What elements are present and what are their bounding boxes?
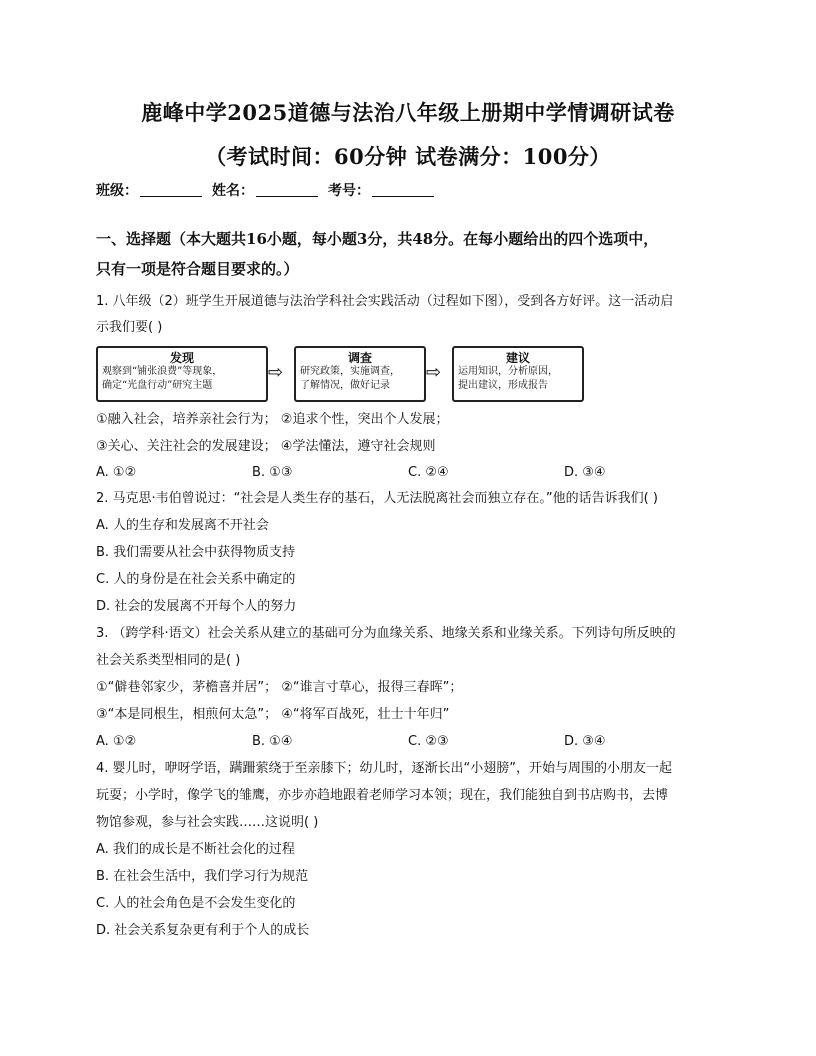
- option-c[interactable]: C. ②③: [408, 734, 449, 749]
- name-label: 姓名：: [212, 183, 254, 199]
- process-diagram: [96, 346, 586, 400]
- option-c[interactable]: C. 人的身份是在社会关系中确定的: [96, 572, 296, 587]
- number-blank[interactable]: [372, 182, 434, 197]
- question-stem: 社会关系类型相同的是( ): [96, 653, 241, 668]
- number-label: 考号：: [328, 183, 370, 199]
- option-d[interactable]: D. ③④: [564, 734, 606, 749]
- name-blank[interactable]: [256, 182, 318, 197]
- flow-box-heading: 发现: [169, 351, 194, 365]
- exam-title: 鹿峰中学2025道德与法治八年级上册期中学情调研试卷: [141, 100, 675, 125]
- option-a[interactable]: A. ①②: [96, 465, 137, 480]
- exam-subtitle: （考试时间：60分钟 试卷满分：100分）: [205, 144, 611, 169]
- flow-box-text: 确定“光盘行动”研究主题: [102, 380, 213, 391]
- option-b[interactable]: B. 在社会生活中，我们学习行为规范: [96, 869, 309, 884]
- question-stem: 1. 八年级（2）班学生开展道德与法治学科社会实践活动（过程如下图），受到各方好评。这一活动启: [96, 294, 674, 309]
- section-heading: [96, 224, 726, 284]
- question-stem: 3. （跨学科·语文）社会关系从建立的基础可分为血缘关系、地缘关系和业缘关系。下列诗句所反映的: [96, 626, 676, 641]
- option-b[interactable]: B. ①③: [252, 465, 293, 480]
- question-stem: 2. 马克思·韦伯曾说过：“社会是人类生存的基石，人无法脱离社会而独立存在。”他的话告诉我们( ): [96, 491, 658, 506]
- option-a[interactable]: A. ①②: [96, 734, 137, 749]
- flow-box-investigate: [294, 346, 426, 402]
- question-stem: 玩耍；小学时，像学飞的雏鹰，亦步亦趋地跟着老师学习本领；现在，我们能独自到书店购书，去博: [96, 788, 669, 803]
- option-d[interactable]: D. 社会的发展离不开每个人的努力: [96, 599, 297, 614]
- option-b[interactable]: B. ①④: [252, 734, 293, 749]
- flow-box-text: 提出建议，形成报告: [458, 380, 548, 391]
- option-b[interactable]: B. 我们需要从社会中获得物质支持: [96, 545, 296, 560]
- flow-box-heading: 调查: [347, 351, 372, 365]
- arrow-right-icon: ⇨: [268, 362, 284, 383]
- flow-box-heading: 建议: [505, 351, 530, 365]
- option-a[interactable]: A. 我们的成长是不断社会化的过程: [96, 842, 295, 857]
- section-heading-line: 一、选择题（本大题共16小题，每小题3分，共48分。在每小题给出的四个选项中，: [96, 230, 659, 248]
- flow-box-text: 观察到“铺张浪费”等现象，: [102, 366, 223, 377]
- section-heading-line: 只有一项是符合题目要求的。）: [96, 260, 299, 278]
- flow-box-suggest: [452, 346, 584, 402]
- question-stem: 物馆参观，参与社会实践……这说明( ): [96, 815, 319, 830]
- flow-box-text: 研究政策，实施调查，: [300, 366, 400, 377]
- student-info-row: [96, 180, 438, 200]
- question-choices: ①融入社会，培养亲社会行为； ②追求个性，突出个人发展；: [96, 412, 449, 427]
- class-label: 班级：: [96, 183, 138, 199]
- arrow-right-icon: ⇨: [426, 362, 442, 383]
- option-c[interactable]: C. ②④: [408, 465, 449, 480]
- question-choices: ③“本是同根生，相煎何太急”； ④“将军百战死，壮士十年归”: [96, 707, 450, 722]
- option-d[interactable]: D. 社会关系复杂更有利于个人的成长: [96, 923, 310, 938]
- question-stem: 示我们要( ): [96, 320, 163, 335]
- option-d[interactable]: D. ③④: [564, 465, 606, 480]
- flow-box-text: 了解情况，做好记录: [300, 380, 390, 391]
- option-c[interactable]: C. 人的社会角色是不会发生变化的: [96, 896, 296, 911]
- question-stem: 4. 婴儿时，咿呀学语，蹒跚萦绕于至亲膝下；幼儿时，逐渐长出“小翅膀”，开始与周围的小朋友一起: [96, 761, 673, 776]
- class-blank[interactable]: [140, 182, 202, 197]
- flow-box-text: 运用知识，分析原因，: [458, 366, 558, 377]
- question-choices: ③关心、关注社会的发展建设； ④学法懂法，遵守社会规则: [96, 439, 436, 454]
- option-a[interactable]: A. 人的生存和发展离不开社会: [96, 518, 269, 533]
- question-choices: ①“僻巷邻家少，茅檐喜并居”； ②“谁言寸草心，报得三春晖”；: [96, 680, 463, 695]
- flow-box-discover: [96, 346, 268, 402]
